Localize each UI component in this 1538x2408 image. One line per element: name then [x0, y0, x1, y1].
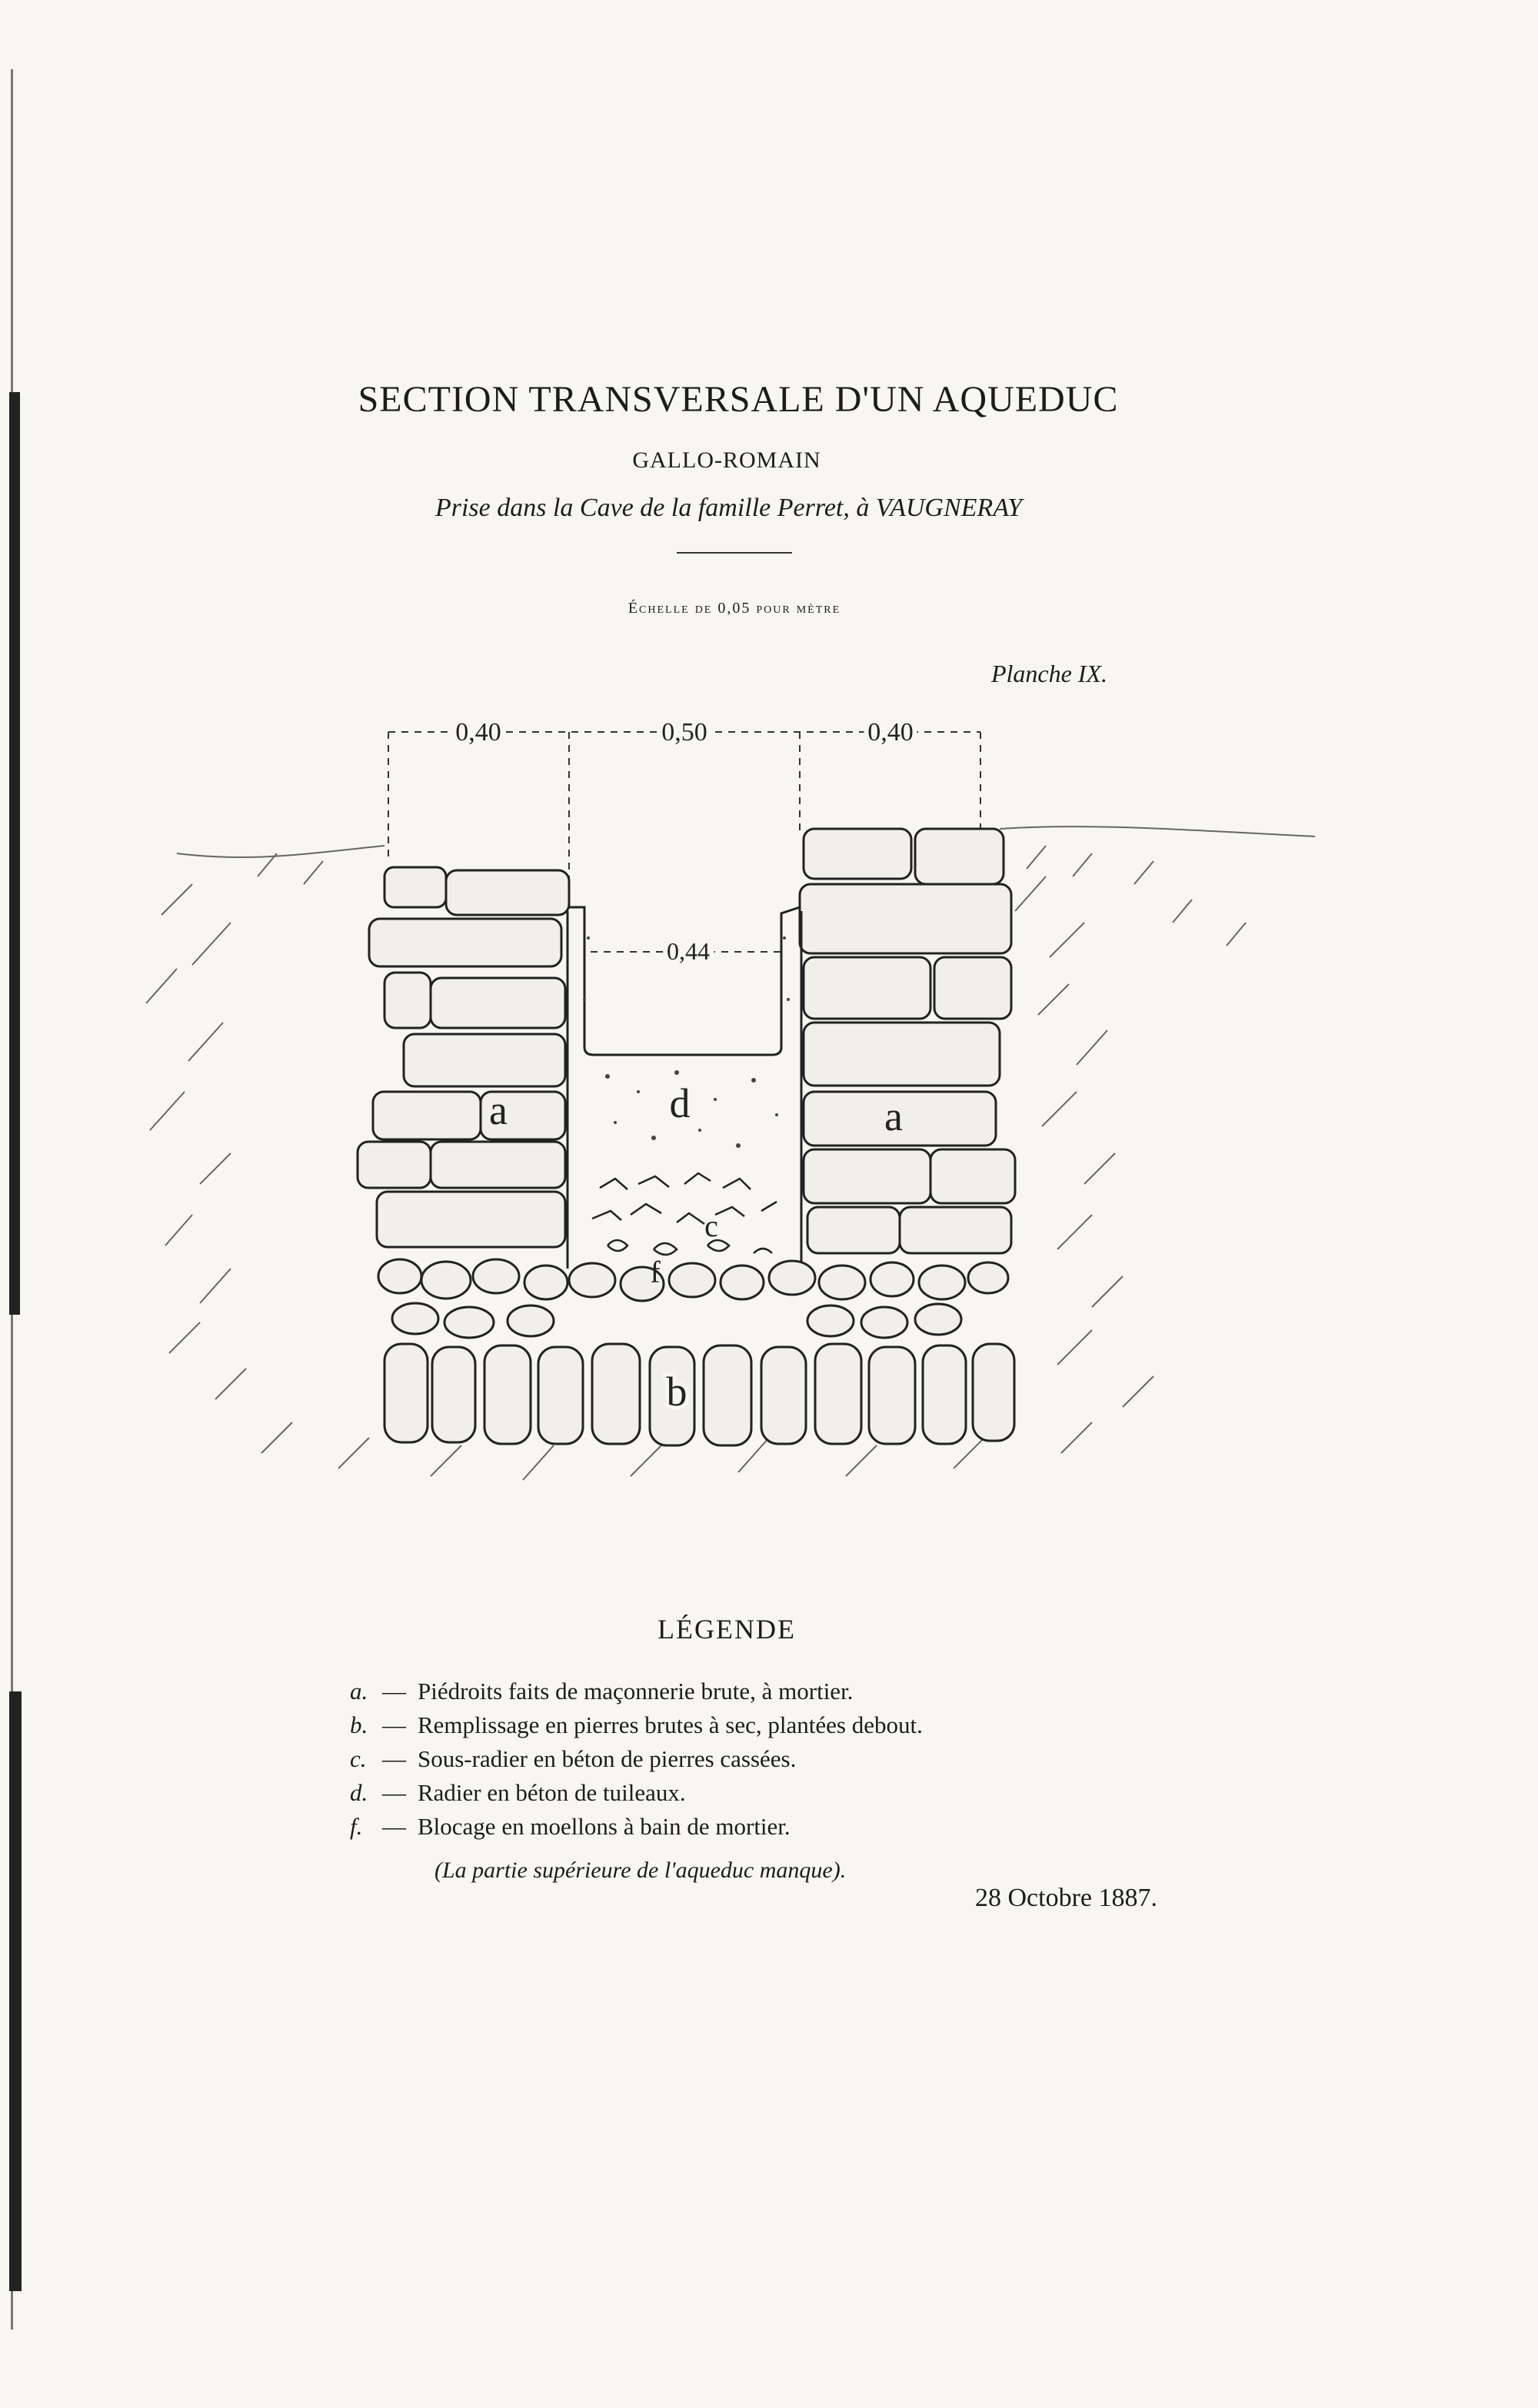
- legend-item: [350, 1745, 923, 1779]
- aqueduct-section-drawing: [0, 692, 1538, 1599]
- dim-inner-width: 0,44: [667, 937, 710, 965]
- label-a-right: a: [884, 1093, 903, 1139]
- legend-text: Blocage en moellons à bain de mortier.: [418, 1813, 791, 1840]
- legend-dash: —: [382, 1745, 406, 1772]
- title-divider: [677, 552, 792, 554]
- dim-left-wall: 0,40: [455, 718, 501, 747]
- right-wall: [800, 829, 1015, 1253]
- legend-letter: f.: [350, 1813, 363, 1840]
- legend-text: Piédroits faits de maçonnerie brute, à mortier.: [418, 1678, 854, 1705]
- legend-item: [350, 1678, 923, 1711]
- plate-number: Planche IX.: [990, 660, 1107, 687]
- left-wall: [358, 867, 569, 1247]
- broken-stone-layer: [592, 1173, 777, 1255]
- legend-text: Radier en béton de tuileaux.: [418, 1779, 686, 1806]
- legend-dash: —: [382, 1813, 406, 1840]
- dim-channel: 0,50: [661, 718, 707, 747]
- legend-text: Remplissage en pierres brutes à sec, plantées debout.: [418, 1711, 923, 1738]
- page-subtitle: GALLO-ROMAIN: [632, 447, 821, 473]
- location-line: [0, 494, 1457, 523]
- location-town: VAUGNERAY: [875, 494, 1022, 522]
- legend-letter: b.: [350, 1711, 368, 1738]
- scale-note: Échelle de 0,05 pour mètre: [628, 600, 841, 617]
- legend-letter: c.: [350, 1745, 367, 1772]
- rubble-blocking: [378, 1259, 1008, 1338]
- binding-mark: [9, 1691, 22, 2291]
- legend-letter: d.: [350, 1779, 368, 1806]
- document-date: 28 Octobre 1887.: [975, 1884, 1158, 1912]
- dim-right-wall: 0,40: [867, 718, 914, 747]
- label-f: f: [650, 1255, 661, 1289]
- label-b: b: [666, 1369, 687, 1415]
- legend-text: Sous-radier en béton de pierres cassées.: [418, 1745, 797, 1772]
- page-title: SECTION TRANSVERSALE D'UN AQUEDUC: [358, 379, 1119, 420]
- legend-note: (La partie supérieure de l'aqueduc manque).: [434, 1858, 847, 1883]
- upright-stones: [384, 1344, 1014, 1445]
- legend-dash: —: [382, 1711, 406, 1738]
- label-a-left: a: [489, 1087, 508, 1133]
- label-c: c: [704, 1209, 718, 1243]
- legend-item: [350, 1813, 923, 1847]
- legend-letter: a.: [350, 1678, 368, 1705]
- location-prefix: Prise dans la Cave de la famille Perret, à: [434, 494, 870, 522]
- legend: [350, 1678, 923, 1847]
- legend-dash: —: [382, 1678, 406, 1705]
- label-d: d: [669, 1080, 691, 1126]
- legend-title: LÉGENDE: [657, 1614, 796, 1645]
- legend-item: [350, 1711, 923, 1745]
- legend-dash: —: [382, 1779, 406, 1806]
- legend-item: [350, 1779, 923, 1813]
